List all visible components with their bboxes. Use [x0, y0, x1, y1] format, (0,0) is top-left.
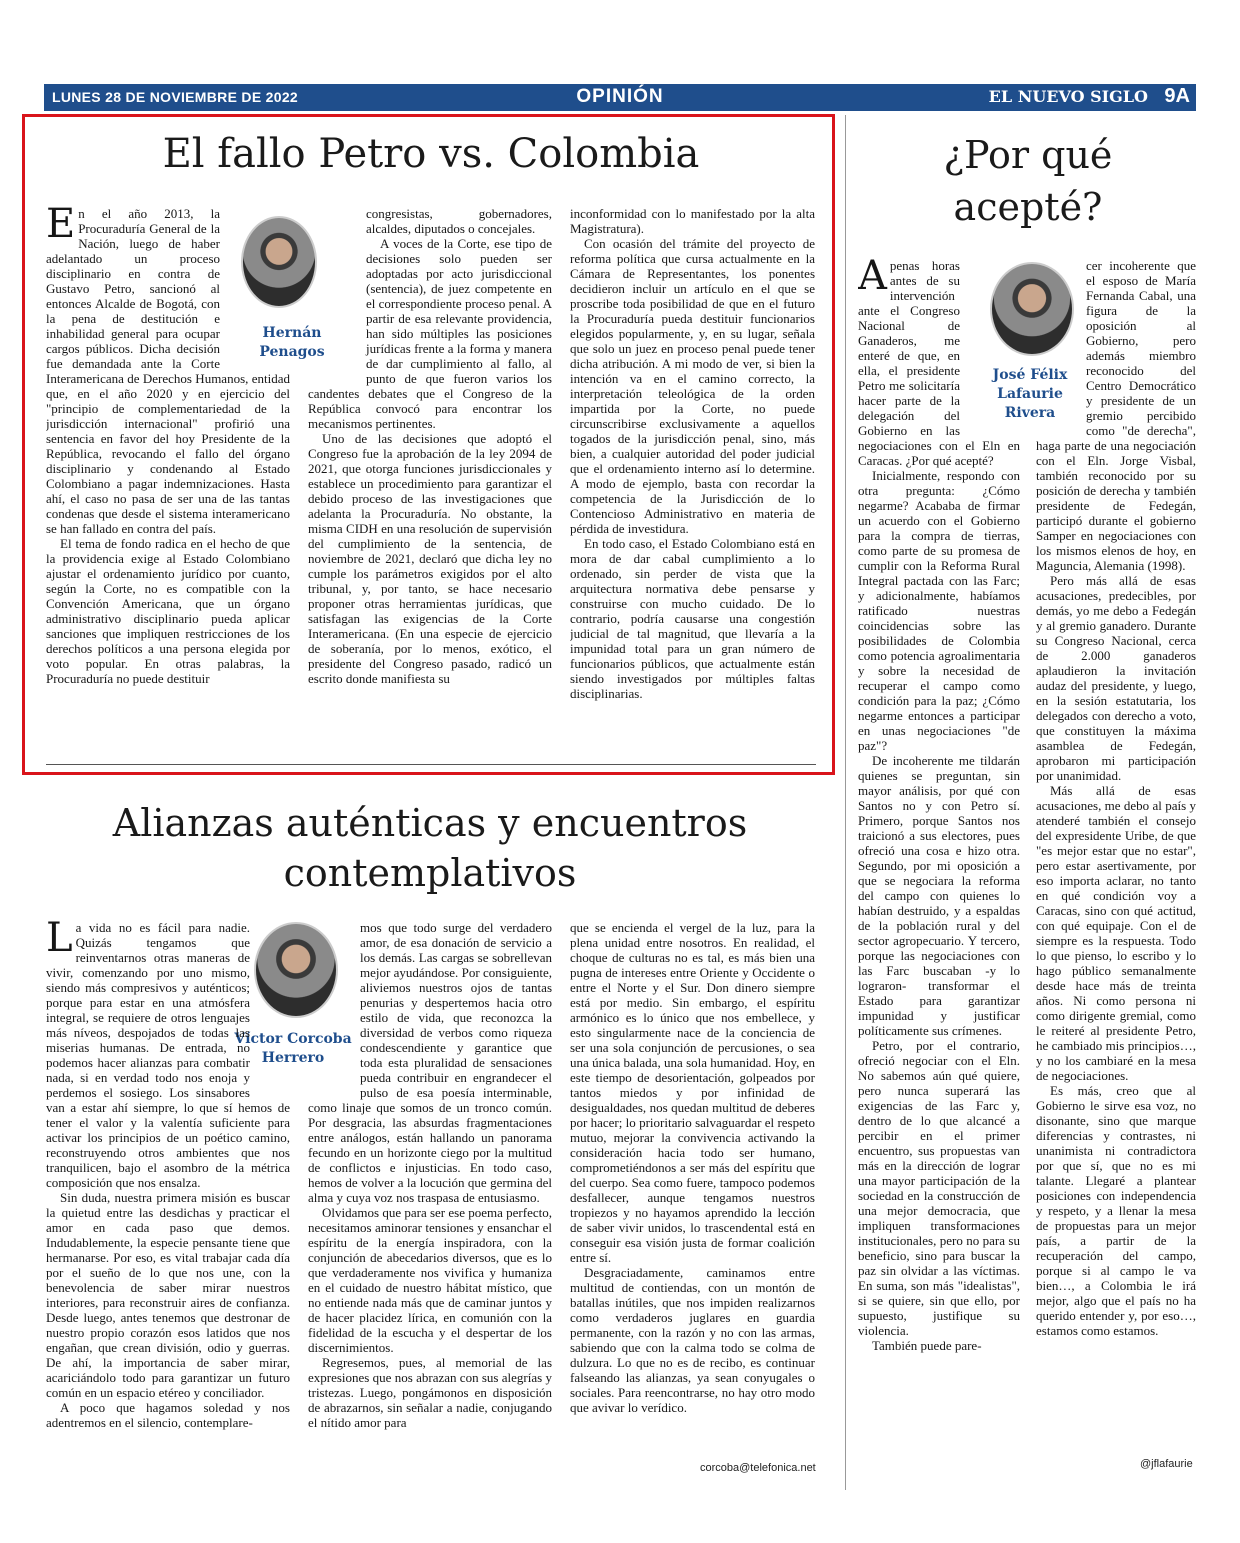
article-title-fallo: El fallo Petro vs. Colombia — [162, 131, 700, 177]
article-divider — [46, 764, 816, 765]
article1-column-1 — [46, 206, 290, 740]
paragraph: El tema de fondo radica en el hecho de que la providencia exige al Estado Colombiano ajustar el ordenamiento jurídico por cuanto, según la Corte, no es compatible con la Convención Americana, que un órgano administrativo disciplinario pueda aplicar sanciones que impliquen restricciones de los derechos políticos a una persona elegida por voto popular. En otras palabras, la Procuraduría no puede destituir — [46, 536, 290, 686]
paragraph: Olvidamos que para ser ese poema perfecto, necesitamos aminorar tensiones y ensanchar el espíritu de la energía inspiradora, con la conjunción de abecedarios diversos, que es lo que verdaderamente nos vivifica y humaniza en el cuidado de nuestro hábitat místico, que no entiende nada más que de caminar juntos y de hacer placidez lírica, en comunión con la fidelidad de la escucha y el despertar de los discernimientos. — [308, 1205, 552, 1355]
paragraph: Pero más allá de esas acusaciones, predecibles, por demás, yo me debo a Fedegán y al gremio ganadero. Durante su Congreso Nacional, cerca de 2.000 ganaderos aplaudieron la invitación audaz del presidente, y luego, en la sesión estatutaria, los delegados con derecho a voto, que constituyen la máxima asamblea de Fedegán, aprobaron mi participación por unanimidad. — [1036, 573, 1196, 783]
paragraph: que se encienda el vergel de la luz, para la plena unidad entre nosotros. En realidad, el choque de culturas no es tal, es más bien una pugna de intereses entre Oriente y Occidente o entre el Norte y el Sur. Don dinero siempre está por medio. Sin embargo, el espíritu armónico es lo único que nos embellece, y esto singularmente nace de la conciencia de ser una sola conjunción de percusiones, o sea una única balada, una sola humanidad. Hoy, en este tiempo de desorientación, golpeados por tantos miedos y por infinidad de desigualdades, nos quedan multitud de deberes por hacer; lo prioritario salvaguardar el respeto mutuo, mejorar la convivencia activando la consideración hacia todo ser humano, comprometiéndonos a ser más del espíritu que del cuerpo. Sea como fuere, tampoco podemos desfallecer, aunque tengamos nuestros tropiezos y no hayamos aprendido la lección de saber vivir unidos, lo trascendental está en conseguir esa visión justa de formar coalición entre sí. — [570, 920, 815, 1265]
paragraph: congresistas, gobernadores, alcaldes, diputados o concejales. — [366, 206, 552, 236]
page-header — [44, 84, 1196, 111]
article1-column-2 — [308, 206, 552, 740]
photo-spacer — [250, 920, 290, 1090]
paragraph: A poco que hagamos soledad y nos adentremos en el silencio, contemplare- — [46, 1400, 290, 1430]
article2-column-3 — [570, 920, 815, 1460]
paragraph: Es más, creo que al Gobierno le sirve esa voz, no disonante, sino que marque diferencias y contrastes, ni unanimista ni contradictora por que sí, que no es mi talante. Llegaré a plantear posiciones con independencia y respeto, y a llenar la mesa de propuestas para un mejor país, a partir de la recuperación del campo, porque si al campo le va bien…, a Colombia le irá mejor, algo que el país no ha querido entender y, por eso…, estamos como estamos. — [1036, 1083, 1196, 1338]
paragraph: Uno de las decisiones que adoptó el Congreso fue la aprobación de la ley 2094 de 2021, que otorga funciones jurisdiccionales y establece un procedimiento para garantizar el debido proceso de las investigaciones que adelanta la Procuraduría. No obstante, la misma CIDH en una resolución de supervisión del cumplimiento de la sentencia, de noviembre de 2021, declaró que dicha ley no cumple los parámetros exigidos por el alto tribunal, y, por tanto, se hace necesario proponer otras herramientas jurídicas, que satisfagan las exigencias de la Corte Interamericana. (En una especie de ejercicio de soberanía, por lo menos, exótico, el presidente del Congreso pasado, radicó un escrito donde manifiesta su — [308, 431, 552, 686]
author-handle: @jflafaurie — [1140, 1458, 1193, 1470]
article3-column-1 — [858, 258, 1020, 1476]
article3-column-2 — [1036, 258, 1196, 1458]
paragraph: También puede pare- — [872, 1338, 982, 1353]
paragraph: a vida no es fácil para nadie. Quizás tengamos que reinventarnos otras maneras de vivir, comenzando por uno mismo, siendo más compresivos y auténticos; porque para estar en una atmósfera integral, se requiere de otros lenguajes más níveos, despojados de todas las miserias humanas. De entrada, no podemos hacer alianzas para combatir nada, si en verdad todo nos enoja y perdemos el sosiego. Los sinsabores van a estar ahí siempre, lo que sí hemos de tener el valor y la valentía suficiente para activar los principios de un poético camino, reconstruyendo otros ambientes que nos tranquilicen, bajo el asombro de la métrica composición que nos ensalza. — [46, 920, 290, 1190]
paragraph: Más allá de esas acusaciones, me debo al país y atenderé también el consejo del expresidente Uribe, de que "es mejor estar que no estar", pero estar asertivamente, por eso importa aclarar, no tanto en qué condición voy a Caracas, sino con qué actitud, con qué equipaje. Con el de siempre es la respuesta. Todo lo que pienso, lo escribo y lo hago público semanalmente desde hace más de treinta años. Ni como persona ni como dirigente gremial, como le reiteré al presidente Petro, he cambiado mis principios…, y no los cambiaré en la mesa de negociaciones. — [1036, 783, 1196, 1083]
dropcap: L — [46, 920, 73, 961]
page-number: 9A — [1164, 85, 1190, 107]
paragraph: Con ocasión del trámite del proyecto de reforma política que cursa actualmente en la Cámara de Representantes, los ponentes decidieron incluir un artículo en el que se proscribe toda posibilidad de que en el futuro la Procuraduría pueda destituir funcionarios elegidos popularmente, y, en su lugar, señala que solo un juez en proceso penal puede tener dicha atribución. A mi modo de ver, si bien la intención va en el camino correcto, la interpretación teleológica de la orden impartida por la Corte, no puede circunscribirse exclusivamente a aquellos togados de la jurisdicción penal, sino, más bien, a cualquier autoridad del poder judicial que el ordenamiento interno así lo determine. A modo de ejemplo, basta con recordar la competencia de la Jurisdicción de lo Contencioso Administrativo en materia de pérdida de investidura. — [570, 236, 815, 536]
dropcap: E — [46, 206, 76, 247]
article2-column-2 — [308, 920, 552, 1476]
paragraph: En todo caso, el Estado Colombiano está en mora de dar cabal cumplimiento a lo ordenado, sin perder de vista que la arquitectura normativa debe pensarse y construirse con mucho cuidado. De lo contrario, podría causarse una congestión judicial de tal magnitud, que llevaría a la impunidad total para un gran número de funcionarios públicos, que actualmente están siendo investigados por múltiples faltas disciplinarias. — [570, 536, 815, 701]
paragraph: De incoherente me tildarán quienes se preguntan, sin mayor análisis, por qué con Santos no y con Petro sí. Primero, porque Santos nos traicionó a sus electores, pues ofreció una cosa e hizo otra. Segundo, por mi oposición a que se negociara la reforma del campo con quienes lo habían destruido, y a espaldas de la población rural y del sector agropecuario. Y tercero, porque las negociaciones con las Farc buscaban -y lo lograron- transformar el Estado para garantizar impunidad y justificar políticamente sus crímenes. — [858, 753, 1020, 1038]
paragraph: Regresemos, pues, al memorial de las expresiones que nos abrazan con sus alegrías y tristezas. Luego, pongámonos en disposición de abrazarnos, sin señalar a nadie, conjugando el nítido amor para — [308, 1355, 552, 1430]
newspaper-name: EL NUEVO SIGLO — [988, 87, 1148, 106]
article-title-por-que-title-1: ¿Por qué — [943, 133, 1113, 177]
paragraph: A voces de la Corte, ese tipo de decisiones solo pueden ser adoptadas por acto jurisdiccional (sentencia), de juez competente en el correspondiente proceso penal. A partir de esa relevante providencia, han sido múltiples las posiciones jurídicas frente a la forma y manera de dar cumplimiento al fallo, al punto de que fueron varios los candentes debates que el Congreso de la República convocó para encontrar los mecanismos pertinentes. — [308, 236, 552, 431]
paragraph: n el año 2013, la Procuraduría General de la Nación, luego de haber adelantado un proceso disciplinario en contra de Gustavo Petro, sancionó al entonces Alcalde de Bogotá, con la pena de destitución e inhabilidad general para ocupar cargos públicos. Dicha decisión fue demandada ante la Corte Interamericana de Derechos Humanos, entidad que, en el año 2020 y en ejercicio del "principio de complementariedad de la jurisdicción internacional" profirió una sentencia en favor del hoy Presidente de la República, revocando el fallo del órgano disciplinario y condenando al Estado Colombiano a pagar indemnizaciones. Hasta ahí, el caso no pasa de ser una de las tantas condenas que desde el sistema interamericano se han fallado en contra del país. — [46, 206, 290, 536]
issue-date: LUNES 28 DE NOVIEMBRE DE 2022 — [52, 89, 298, 105]
dropcap: A — [858, 258, 887, 299]
article-title-por-que-title-2: acepté? — [953, 185, 1103, 229]
article2-column-1 — [46, 920, 290, 1476]
paragraph: Petro, por el contrario, ofreció negociar con el Eln. No sabemos aún qué quiere, pero nunca superará las exigencias de las Farc y, dentro de lo que alcancé a percibir en el primer encuentro, sus propuestas van más en la dirección de lograr una mayor participación de la sociedad en la construcción de una mejor democracia, que impliquen transformaciones institucionales, pero no para su beneficio, sino para buscar la paz sin olvidar a las víctimas. En suma, son más "idealistas", si se quiere, sin que ello, por supuesto, justifique su violencia. — [858, 1038, 1020, 1338]
author-name-penagos: Hernán Penagos — [259, 325, 325, 360]
author-name-lafaurie: José Félix Lafaurie Rivera — [992, 367, 1068, 421]
photo-spacer — [308, 920, 360, 1090]
article1-column-3 — [570, 206, 815, 740]
photo-spacer — [220, 206, 290, 366]
paragraph: mos que todo surge del verdadero amor, de esa donación de servicio a los demás. Las cargas se sobrellevan mejor ayudándose. Por consiguiente, aliviemos nuestros ojos de tantas penurias y despertemos hacia otro estilo de vida, que reconozca la diversidad de verbos como riqueza condescendiente y garantice que toda esta pluralidad de sensaciones pueda contribuir en engrandecer el pulso de esa poesía interminable, como linaje que somos de un tronco común. Por desgracia, las absurdas fragmentaciones entre análogos, están hallando un panorama fecundo en un horizonte ciego por la multitud de conflictos e injusticias. En todo caso, hemos de volver a la locución que germina del alma y cuya voz nos traspasa de entusiasmo. — [308, 920, 552, 1205]
author-email: corcoba@telefonica.net — [700, 1462, 816, 1474]
paragraph: Sin duda, nuestra primera misión es buscar la quietud entre las desdichas y practicar el amor en cada paso que demos. Indudablemente, la especie pensante tiene que hermanarse. Por eso, es vital trabajar cada día por el sueño de lo que nos une, con la benevolencia de saber mirar nuestros interiores, para reconstruir aires de confianza. Desde luego, antes tenemos que destronar de nuestro propio corazón esos latidos que nos engañan, que crean división, odio y guerras. De ahí, la importancia de saber mirar, acariciándolo todo para garantizar un futuro común en un espacio etéreo y conciliador. — [46, 1190, 290, 1400]
column-divider — [845, 115, 846, 1490]
paragraph: inconformidad con lo manifestado por la alta Magistratura). — [570, 206, 815, 236]
article-title-alianzas: Alianzas auténticas y encuentros contemplativos — [112, 801, 748, 895]
section-title: OPINIÓN — [576, 86, 664, 107]
paragraph: Inicialmente, respondo con otra pregunta: ¿Cómo negarme? Acababa de firmar un acuerdo con el Gobierno para la compra de tierras, como parte de su promesa de cumplir con la Reforma Rural Integral pactada con las Farc; y adicionalmente, habíamos ratificado nuestras coincidencias sobre las posibilidades de Colombia como potencia agroalimentaria y sobre la necesidad de recuperar el campo como condición para la paz; ¿Cómo negarme entonces a participar en unas negociaciones "de paz"? — [858, 468, 1020, 753]
photo-spacer — [308, 206, 366, 376]
photo-spacer — [960, 258, 1020, 428]
photo-spacer — [1036, 258, 1086, 428]
paragraph: cer incoherente que el esposo de María Fernanda Cabal, una figura de la oposición al Gobierno, pero además miembro reconocido del Centro Democrático y presidente de un gremio percibido como "de derecha", haga parte de una negociación con el Eln. Jorge Visbal, también reconocido por su posición de derecha y también presidente de Fedegán, participó durante el gobierno Samper en negociaciones con los mismos elenos de hoy, en Maguncia, Alemania (1998). — [1036, 258, 1196, 573]
paragraph: penas horas antes de su intervención ante el Congreso Nacional de Ganaderos, me enteré de que, en ella, el presidente Petro me solicitaría hacer parte de la delegación del Gobierno en las negociaciones con el Eln en Caracas. ¿Por qué acepté? — [858, 258, 1020, 468]
paragraph: Desgraciadamente, caminamos entre multitud de contiendas, con un montón de batallas inútiles, que nos impiden realizarnos como verdaderos juglares en guardia permanente, con la razón y no con las armas, sabiendo que con la calma todo se colma de dulzura. Lo que no es de recibo, es continuar falseando las alianzas, ya sean conyugales o sociales. Para reencontrarse, no hay otro modo que avivar lo verídico. — [570, 1265, 815, 1415]
author-name-corcoba: Víctor Corcoba Herrero — [234, 1031, 352, 1066]
